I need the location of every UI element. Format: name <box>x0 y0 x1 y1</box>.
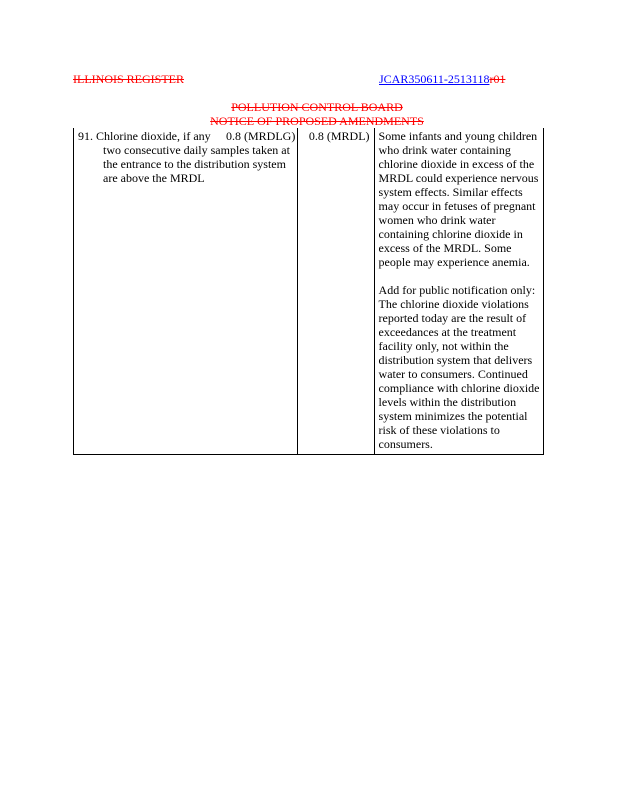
mrdl-value: 0.8 (MRDL) <box>308 129 370 143</box>
jcar-link[interactable]: JCAR350611-2513118 <box>379 72 490 86</box>
health-effects-cell <box>374 128 543 455</box>
register-title: ILLINOIS REGISTER <box>73 72 184 86</box>
mrdlg-label: 0.8 (MRDLG) <box>226 129 296 143</box>
contaminant-table <box>73 128 544 455</box>
notice-title: NOTICE OF PROPOSED AMENDMENTS <box>210 114 424 128</box>
contaminant-condition: two consecutive daily samples taken at the entrance to the distribution system are above the MRDL <box>103 143 290 185</box>
public-notice-text: Add for public notification only: The chlorine dioxide violations reported today are the result of exceedances at the treatment facility only, not within the distribution system that delivers water to consumers. Continued compliance with chlorine dioxide levels within the distribution system minimizes the potential risk of these violations to consumers. <box>378 283 540 451</box>
health-effects-text: Some infants and young children who drink water containing chlorine dioxide in excess of the MRDL could experience nervous system effects. Similar effects may occur in fetuses of pregnant women who drink water containing chlorine dioxide in excess of the MRDL. Some people may experience anemia. <box>378 129 539 269</box>
contaminant-name: 91. Chlorine dioxide, if any <box>78 129 211 143</box>
table-row <box>74 128 544 455</box>
mrdl-cell <box>297 128 374 455</box>
jcar-deleted-suffix: r01 <box>489 72 506 86</box>
board-title: POLLUTION CONTROL BOARD <box>231 100 403 114</box>
contaminant-cell <box>74 128 298 455</box>
jcar-reference[interactable] <box>379 72 505 87</box>
